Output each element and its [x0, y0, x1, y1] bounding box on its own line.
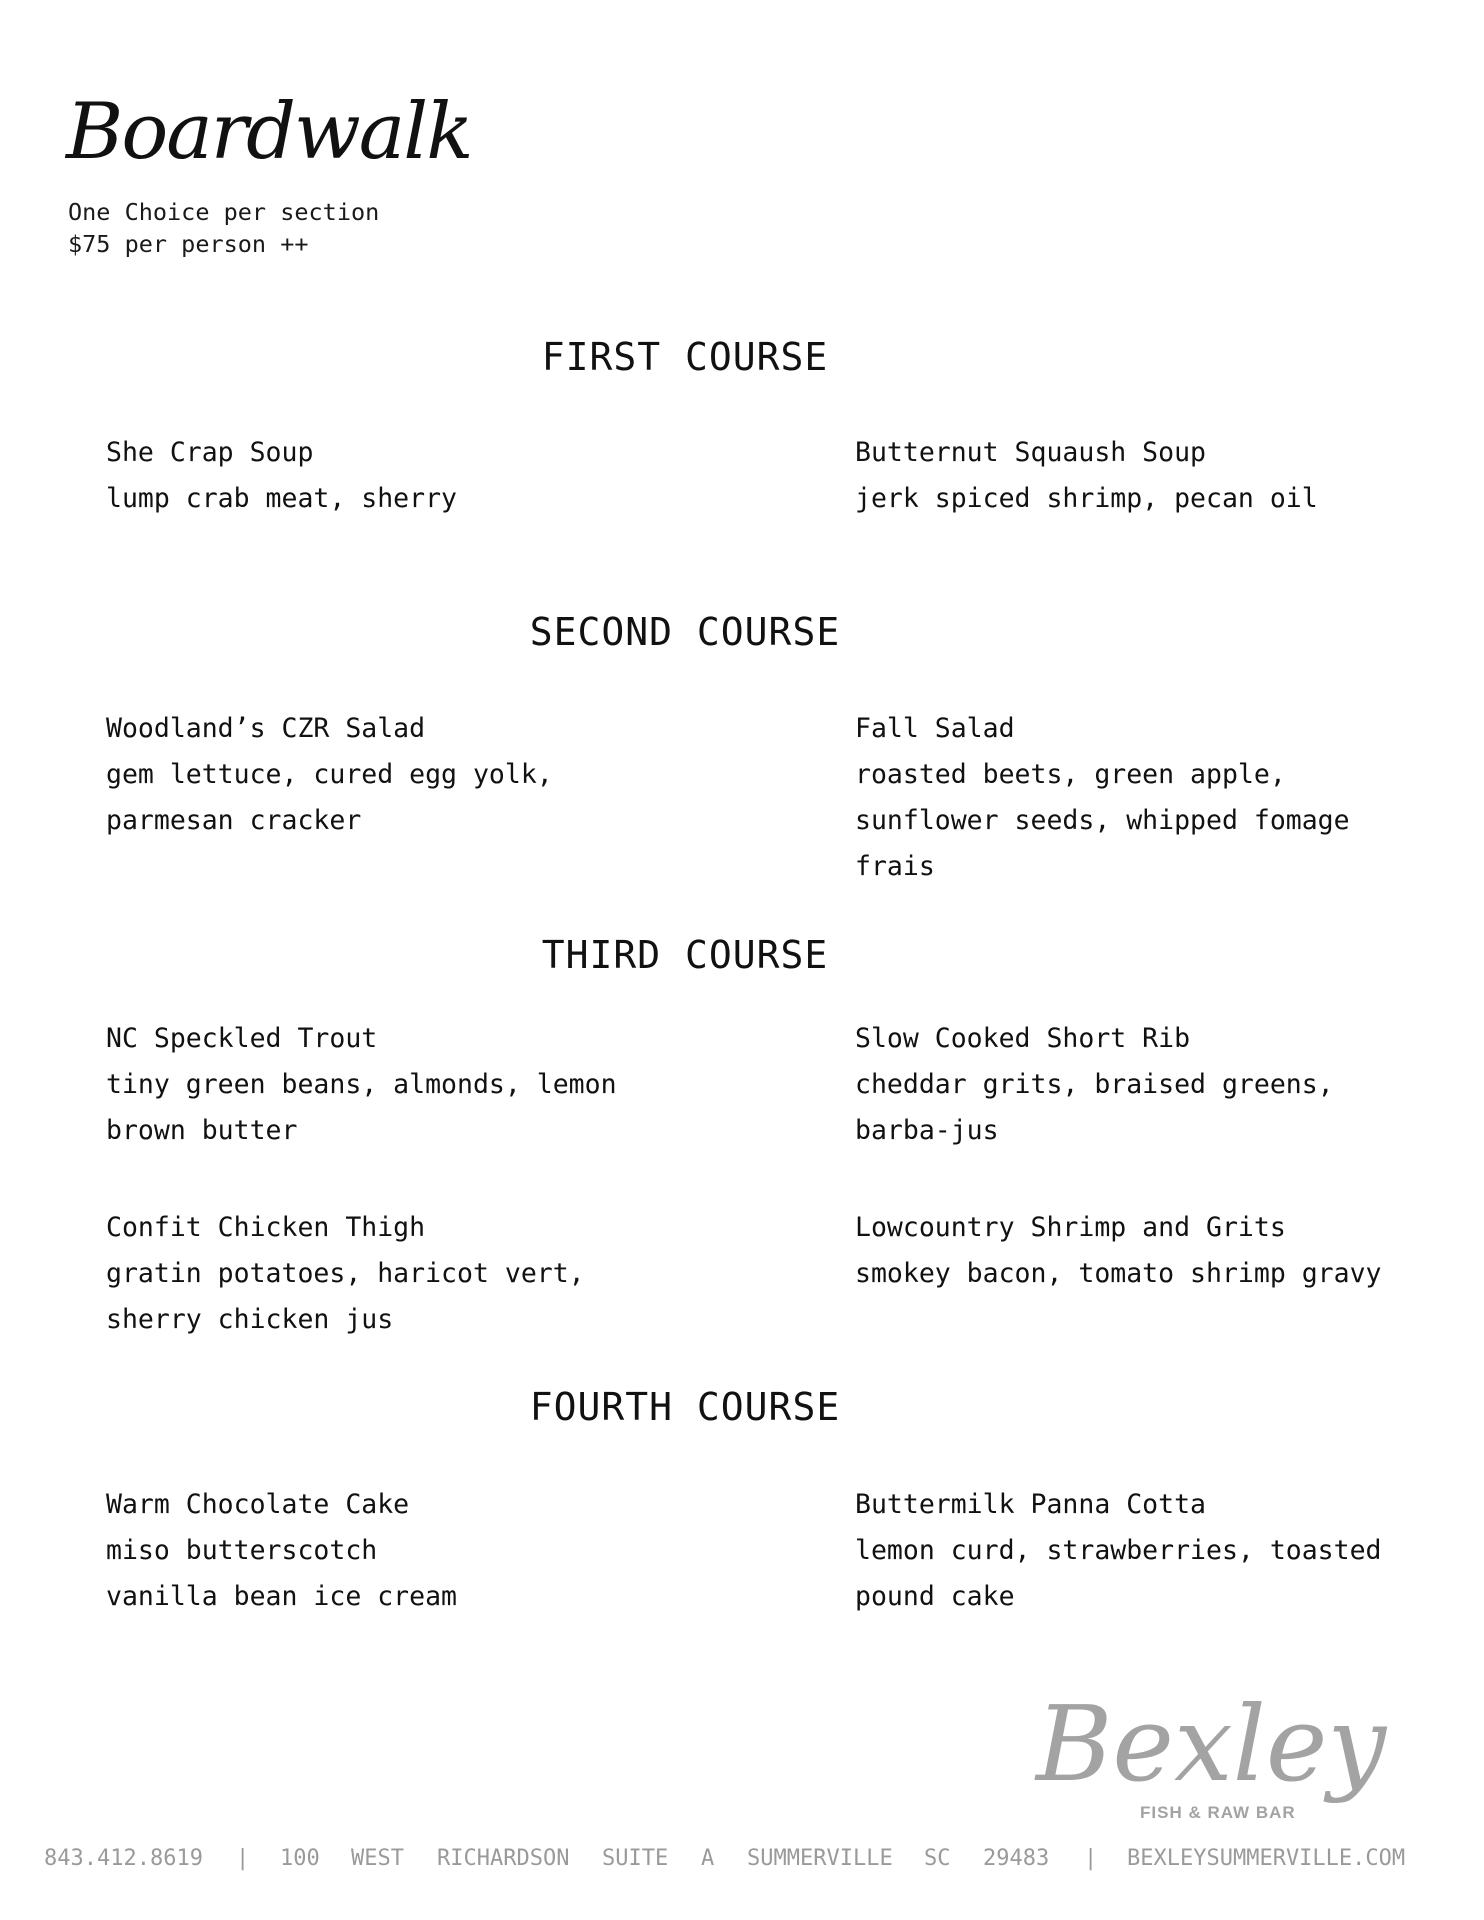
footer-website-link[interactable]: BEXLEYSUMMERVILLE.COM — [1127, 1846, 1406, 1871]
footer-address-word: SUITE — [602, 1846, 669, 1871]
course-heading-second: SECOND COURSE — [529, 610, 841, 654]
footer-separator: | — [1084, 1846, 1098, 1871]
dish-description: lump crab meat, sherry — [106, 483, 457, 514]
dish-name: Lowcountry Shrimp and Grits — [855, 1212, 1286, 1243]
course-heading-first: FIRST COURSE — [541, 335, 829, 379]
footer-address-word: A — [701, 1846, 715, 1871]
dish-name: Warm Chocolate Cake — [106, 1489, 410, 1520]
dish-name: Buttermilk Panna Cotta — [855, 1489, 1206, 1520]
dish-czr-salad — [106, 706, 553, 844]
bexley-logo — [1030, 1660, 1400, 1860]
dish-description: lemon curd, strawberries, toasted — [855, 1535, 1382, 1566]
bexley-logo-tagline: FISH & RAW BAR — [1140, 1803, 1296, 1822]
dish-description: tiny green beans, almonds, lemon — [106, 1069, 617, 1100]
menu-intro — [68, 196, 379, 260]
dish-description: frais — [855, 851, 935, 882]
dish-name: Confit Chicken Thigh — [106, 1212, 426, 1243]
dish-speckled-trout — [106, 1016, 617, 1154]
dish-chocolate-cake — [106, 1482, 457, 1620]
dish-description: gratin potatoes, haricot vert, — [106, 1258, 585, 1289]
dish-description: sherry chicken jus — [106, 1304, 394, 1335]
dish-name: Slow Cooked Short Rib — [855, 1023, 1191, 1054]
footer-contact — [0, 1846, 1484, 1880]
dish-name: Butternut Squaush Soup — [855, 437, 1206, 468]
course-heading-fourth: FOURTH COURSE — [529, 1385, 841, 1429]
price-note: $75 per person ++ — [68, 230, 309, 258]
dish-description: cheddar grits, braised greens, — [855, 1069, 1334, 1100]
dish-description: miso butterscotch — [106, 1535, 378, 1566]
dish-description: roasted beets, green apple, — [855, 759, 1286, 790]
dish-description: parmesan cracker — [106, 805, 362, 836]
boardwalk-title-text: Boardwalk — [66, 87, 472, 177]
dish-name: Fall Salad — [855, 713, 1015, 744]
footer-separator: | — [236, 1846, 250, 1871]
dish-name: NC Speckled Trout — [106, 1023, 378, 1054]
dish-confit-chicken — [106, 1205, 585, 1343]
footer-address-word: 100 — [280, 1846, 320, 1871]
dish-name: Woodland’s CZR Salad — [106, 713, 426, 744]
dish-fall-salad — [855, 706, 1350, 890]
dish-description: jerk spiced shrimp, pecan oil — [855, 483, 1318, 514]
dish-she-crab-soup — [106, 430, 457, 522]
dish-description: sunflower seeds, whipped fomage — [855, 805, 1350, 836]
footer-address-word: WEST — [351, 1846, 404, 1871]
footer-address-word: RICHARDSON — [437, 1846, 570, 1871]
bexley-logo-name: Bexley — [1036, 1683, 1387, 1805]
footer-address-word: 29483 — [983, 1846, 1050, 1871]
dish-description: gem lettuce, cured egg yolk, — [106, 759, 553, 790]
dish-description: smokey bacon, tomato shrimp gravy — [855, 1258, 1382, 1289]
dish-short-rib — [855, 1016, 1334, 1154]
dish-description: vanilla bean ice cream — [106, 1581, 457, 1612]
course-heading-third: THIRD COURSE — [541, 933, 829, 977]
dish-shrimp-grits — [855, 1205, 1382, 1297]
footer-phone: 843.412.8619 — [44, 1846, 203, 1871]
choice-note: One Choice per section — [68, 198, 380, 226]
boardwalk-title — [60, 70, 480, 190]
dish-name: She Crap Soup — [106, 437, 314, 468]
dish-butternut-soup — [855, 430, 1318, 522]
dish-panna-cotta — [855, 1482, 1382, 1620]
footer-address-word: SC — [924, 1846, 951, 1871]
footer-address-word: SUMMERVILLE — [747, 1846, 893, 1871]
dish-description: brown butter — [106, 1115, 298, 1146]
dish-description: pound cake — [855, 1581, 1015, 1612]
dish-description: barba-jus — [855, 1115, 999, 1146]
